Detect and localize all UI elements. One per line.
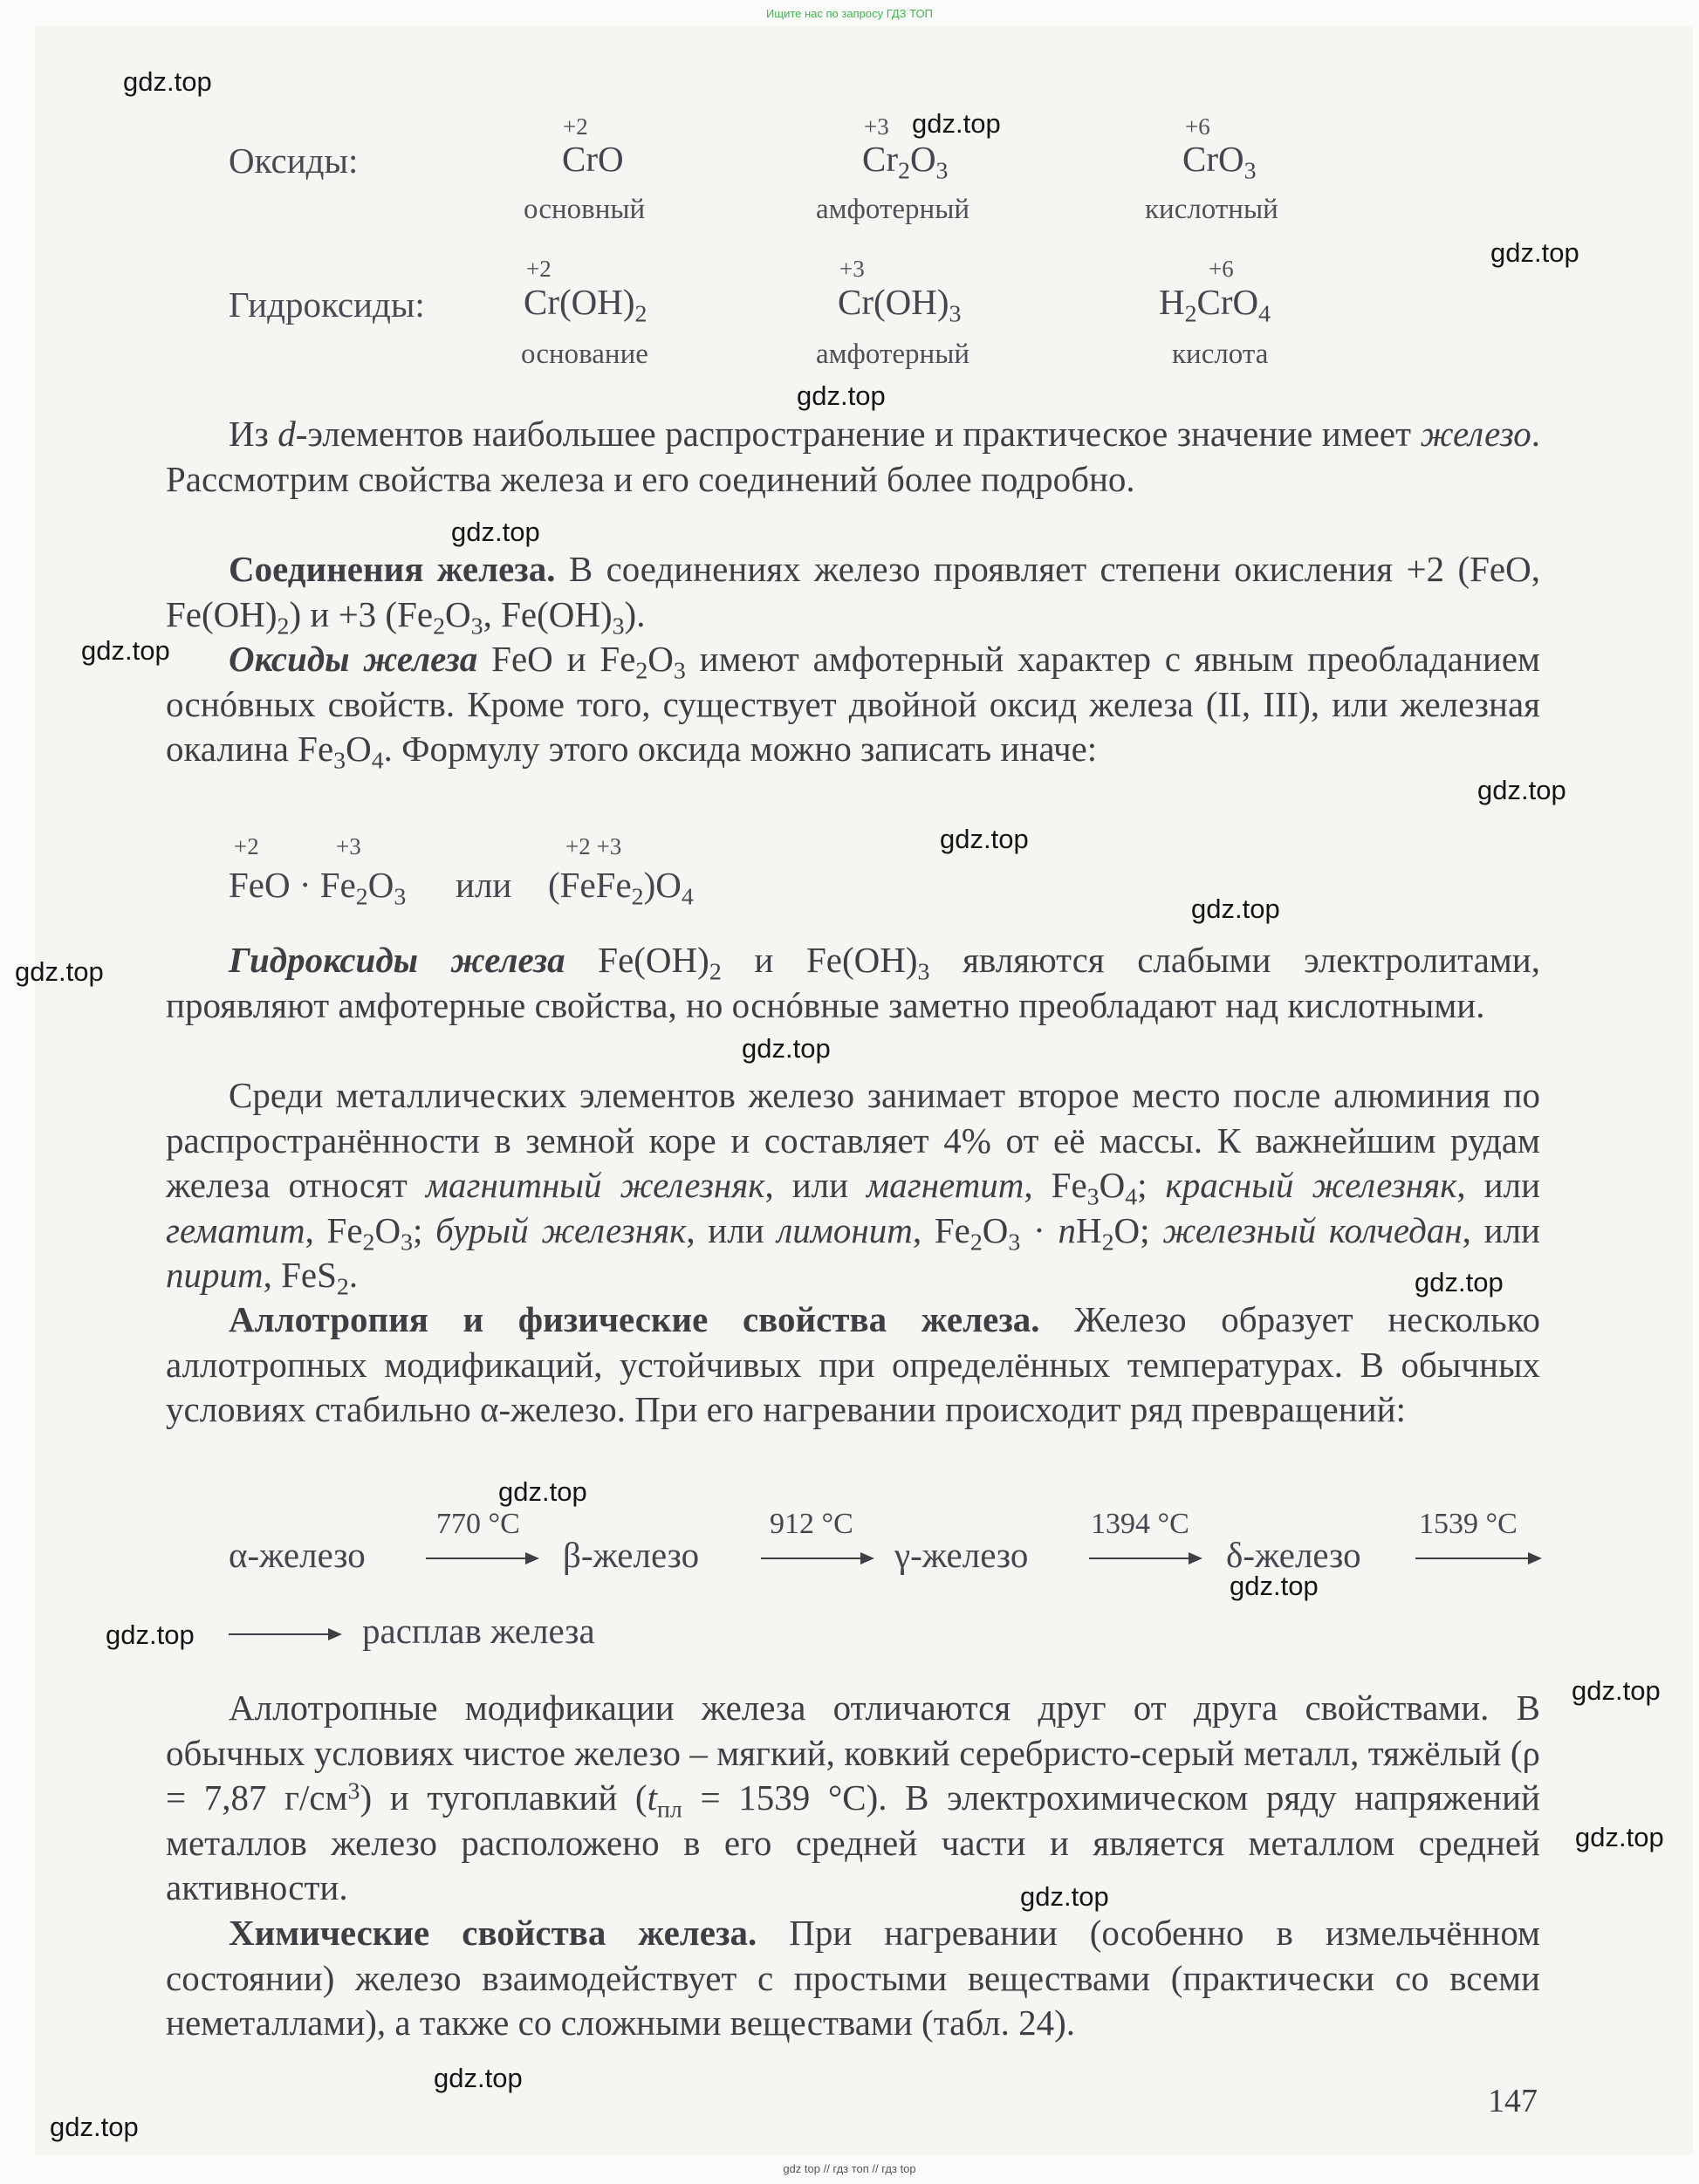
scheme-arrow: [229, 1633, 329, 1635]
watermark-text: gdz.top: [50, 2112, 139, 2142]
scheme-arrow: [1089, 1558, 1189, 1559]
scheme-temperature: 770 °C: [436, 1508, 520, 1540]
formula-cro: CrO: [562, 139, 624, 179]
oxidation-state: +2 +3: [565, 833, 622, 859]
oxide-character: кислотный: [1145, 194, 1278, 225]
scheme-arrow-head: [525, 1552, 539, 1564]
oxide-character: основный: [524, 194, 646, 225]
watermark-text: gdz.top: [123, 66, 212, 97]
bottom-banner: gdz top // гдз топ // гдз top: [783, 2162, 916, 2175]
formula-cr2o3: $Cr_2O_3$: [862, 139, 949, 185]
scheme-temperature: 1394 °C: [1091, 1508, 1189, 1540]
section-heading: Аллотропия и физические свойства железа.: [229, 1299, 1040, 1339]
paragraph-iron-ores: Среди металлических элементов железо занимает второе место после алюминия по распространённости в земной коре и составляет 4% от её массы. К важнейшим рудам железа относят магнитный железняк, или магнетит, $Fe_3O_4$; красный железняк, или гематит, $Fe_2O_3$; бурый железняк, или лимонит, $Fe_2O_3 \cdot nH_2O$; железный колчедан, или пирит, FeS$_2$.: [166, 1075, 1541, 1301]
formula-feo-fe2o3: FeO · $Fe_2O_3$: [229, 865, 407, 911]
section-heading: Гидроксиды железа: [229, 940, 565, 980]
scheme-beta-iron: β-железо: [563, 1535, 700, 1575]
paragraph-iron-oxides: Оксиды железа FeO и $Fe_2O_3$ имеют амфотерный характер с явным преобладанием оснóвных свойств. Кроме того, существует двойной оксид железа (II, III), или железная окалина $Fe_3O_4$. Формулу этого оксида можно записать иначе:: [166, 639, 1540, 775]
section-heading: Оксиды железа: [229, 639, 478, 679]
oxidation-state: +3: [336, 833, 361, 859]
paragraph-chemical-properties: Химические свойства железа. При нагревании (особенно в измельчённом состоянии) железо взаимодействует с простыми веществами (практически со всеми неметаллами), а также со сложными веществами (табл. 24).: [166, 1913, 1540, 2043]
hydroxides-label: Гидроксиды:: [229, 284, 425, 325]
watermark-text: gdz.top: [1572, 1675, 1661, 1706]
watermark-text: gdz.top: [1415, 1267, 1504, 1297]
watermark-text: gdz.top: [1477, 775, 1566, 805]
watermark-text: gdz.top: [1191, 893, 1280, 924]
oxidation-state: +2: [563, 113, 588, 140]
scheme-temperature: 1539 °C: [1419, 1508, 1517, 1540]
watermark-text: gdz.top: [1490, 237, 1579, 268]
oxidation-state: +6: [1185, 113, 1210, 140]
oxides-label: Оксиды:: [229, 140, 359, 181]
formula-croh2: $Cr(OH)_2$: [524, 282, 647, 328]
formula-h2cro4: $H_2CrO_4$: [1159, 282, 1271, 328]
oxidation-state: +2: [234, 833, 259, 859]
scheme-arrow-head: [860, 1552, 874, 1564]
oxidation-state: +6: [1209, 256, 1234, 282]
scheme-arrow: [426, 1558, 526, 1559]
top-banner: Ищите нас по запросу ГДЗ ТОП: [766, 7, 933, 20]
paragraph-iron-hydroxides: Гидроксиды железа $Fe(OH)_2$ и $Fe(OH)_3$ являются слабыми электролитами, проявляют амфотерные свойства, но оснóвные заметно преобладают над кислотными.: [166, 940, 1540, 1025]
watermark-text: gdz.top: [451, 517, 540, 547]
watermark-text: gdz.top: [940, 824, 1029, 854]
watermark-text: gdz.top: [797, 380, 886, 411]
oxidation-state: +2: [526, 256, 551, 282]
paragraph-allotropy: Аллотропия и физические свойства железа. Железо образует несколько аллотропных модификаций, устойчивых при определённых температурах. В обычных условиях стабильно α-железо. При его нагревании происходит ряд превращений:: [166, 1299, 1540, 1429]
scheme-arrow: [1415, 1558, 1529, 1559]
scheme-arrow-head: [1189, 1552, 1202, 1564]
page-number: 147: [1488, 2083, 1538, 2119]
formula-fefe2o4: $(FeFe_2)O_4$: [548, 865, 694, 911]
scheme-arrow: [761, 1558, 861, 1559]
scheme-arrow-head: [1528, 1552, 1542, 1564]
paragraph-iron-intro: Из d-элементов наибольшее распространение и практическое значение имеет железо. Рассмотрим свойства железа и его соединений более подробно.: [166, 414, 1540, 499]
watermark-text: gdz.top: [81, 635, 170, 666]
formula-croh3: $Cr(OH)_3$: [838, 282, 962, 328]
watermark-text: gdz.top: [1230, 1571, 1319, 1601]
scheme-delta-iron: δ-железо: [1226, 1535, 1361, 1575]
watermark-text: gdz.top: [1575, 1822, 1664, 1852]
formula-cro3: CrO$_3$: [1182, 139, 1257, 185]
scheme-alpha-iron: α-железо: [229, 1535, 366, 1575]
watermark-text: gdz.top: [1020, 1881, 1109, 1912]
scheme-temperature: 912 °C: [770, 1508, 853, 1540]
oxidation-state: +3: [864, 113, 889, 140]
hydroxide-character: основание: [521, 339, 648, 370]
watermark-text: gdz.top: [742, 1033, 831, 1064]
section-heading: Химические свойства железа.: [229, 1913, 757, 1953]
paragraph-iron-compounds: Соединения железа. В соединениях железо проявляет степени окисления +2 (FeO, $Fe(OH)_2$) и +3 ($Fe_2O_3$, $Fe(OH)_3$).: [166, 549, 1540, 640]
section-heading: Соединения железа.: [229, 549, 556, 589]
hydroxide-character: кислота: [1172, 339, 1269, 370]
hydroxide-character: амфотерный: [816, 339, 970, 370]
formula-or: или: [456, 865, 512, 905]
scheme-molten-iron: расплав железа: [362, 1611, 595, 1651]
watermark-text: gdz.top: [912, 108, 1001, 139]
watermark-text: gdz.top: [15, 956, 104, 987]
scheme-gamma-iron: γ-железо: [894, 1535, 1029, 1575]
watermark-text: gdz.top: [106, 1619, 195, 1650]
paragraph-physical-properties: Аллотропные модификации железа отличаются друг от друга свойствами. В обычных условиях чистое железо – мягкий, ковкий серебристо-серый металл, тяжёлый (ρ = 7,87 $г/см^3$) и тугоплавкий ($t_{пл} = 1539$ °C). В электрохимическом ряду напряжений металлов железо расположено в его средней части и является металлом средней активности.: [166, 1688, 1540, 1907]
oxidation-state: +3: [839, 256, 865, 282]
watermark-text: gdz.top: [498, 1476, 587, 1507]
oxide-character: амфотерный: [816, 194, 970, 225]
scheme-arrow-head: [328, 1628, 342, 1640]
watermark-text: gdz.top: [434, 2063, 523, 2093]
